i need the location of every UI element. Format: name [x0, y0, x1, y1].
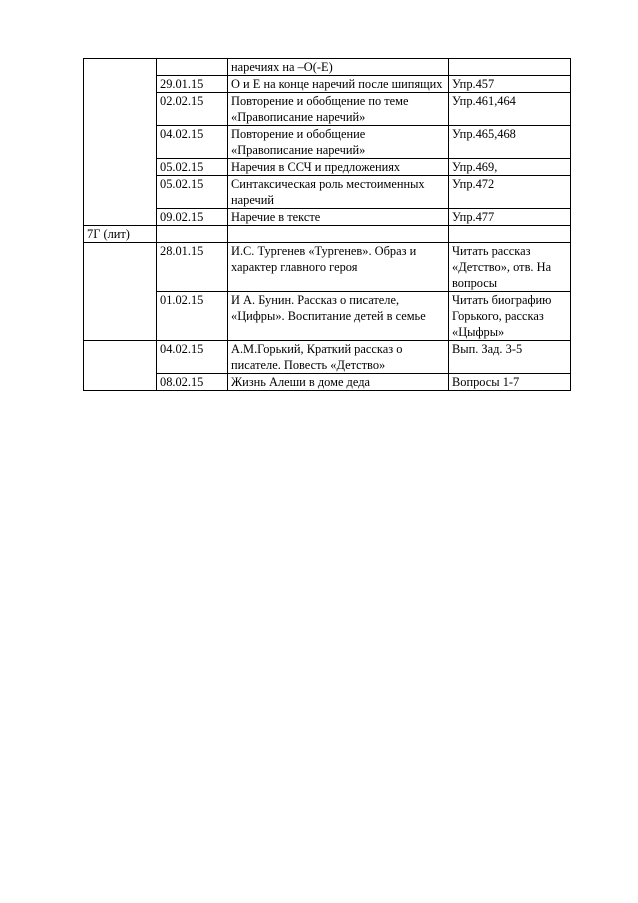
topic-cell [228, 226, 449, 243]
homework-cell [449, 59, 571, 76]
date-cell [157, 59, 228, 76]
homework-cell: Читать биографию Горького, рассказ «Цыфры» [449, 292, 571, 341]
topic-cell: И.С. Тургенев «Тургенев». Образ и характер главного героя [228, 243, 449, 292]
date-cell: 01.02.15 [157, 292, 228, 341]
homework-cell: Упр.469, [449, 159, 571, 176]
homework-cell: Упр.472 [449, 176, 571, 209]
table-row [84, 76, 571, 93]
topic-cell: О и Е на конце наречий после шипящих [228, 76, 449, 93]
table-row [84, 243, 571, 292]
date-cell: 05.02.15 [157, 159, 228, 176]
homework-cell [449, 226, 571, 243]
topic-cell: Синтаксическая роль местоименных наречий [228, 176, 449, 209]
topic-cell: Наречия в ССЧ и предложениях [228, 159, 449, 176]
class-label-cell: 7Г (лит) [84, 226, 157, 243]
date-cell: 08.02.15 [157, 374, 228, 391]
homework-cell: Вопросы 1-7 [449, 374, 571, 391]
group-cell [84, 341, 157, 391]
homework-cell: Упр.461,464 [449, 93, 571, 126]
group-cell [84, 59, 157, 226]
date-cell [157, 226, 228, 243]
topic-cell: Повторение и обобщение «Правописание наречий» [228, 126, 449, 159]
date-cell: 05.02.15 [157, 176, 228, 209]
date-cell: 04.02.15 [157, 341, 228, 374]
table-row [84, 292, 571, 341]
lesson-schedule-table [83, 58, 571, 391]
group-cell [84, 243, 157, 341]
homework-cell: Вып. Зад. 3-5 [449, 341, 571, 374]
topic-cell: Повторение и обобщение по теме «Правописание наречий» [228, 93, 449, 126]
table-row [84, 93, 571, 126]
table-row [84, 374, 571, 391]
homework-cell: Упр.477 [449, 209, 571, 226]
topic-cell: наречиях на –О(-Е) [228, 59, 449, 76]
date-cell: 04.02.15 [157, 126, 228, 159]
homework-cell: Упр.465,468 [449, 126, 571, 159]
date-cell: 02.02.15 [157, 93, 228, 126]
table-row [84, 59, 571, 76]
table-row [84, 126, 571, 159]
table-row [84, 159, 571, 176]
date-cell: 28.01.15 [157, 243, 228, 292]
table-row [84, 176, 571, 209]
topic-cell: А.М.Горький, Краткий рассказ о писателе. Повесть «Детство» [228, 341, 449, 374]
table-row [84, 226, 571, 243]
table-row [84, 209, 571, 226]
topic-cell: И А. Бунин. Рассказ о писателе, «Цифры». Воспитание детей в семье [228, 292, 449, 341]
topic-cell: Жизнь Алеши в доме деда [228, 374, 449, 391]
homework-cell: Читать рассказ «Детство», отв. На вопросы [449, 243, 571, 292]
date-cell: 09.02.15 [157, 209, 228, 226]
table-row [84, 341, 571, 374]
topic-cell: Наречие в тексте [228, 209, 449, 226]
date-cell: 29.01.15 [157, 76, 228, 93]
homework-cell: Упр.457 [449, 76, 571, 93]
